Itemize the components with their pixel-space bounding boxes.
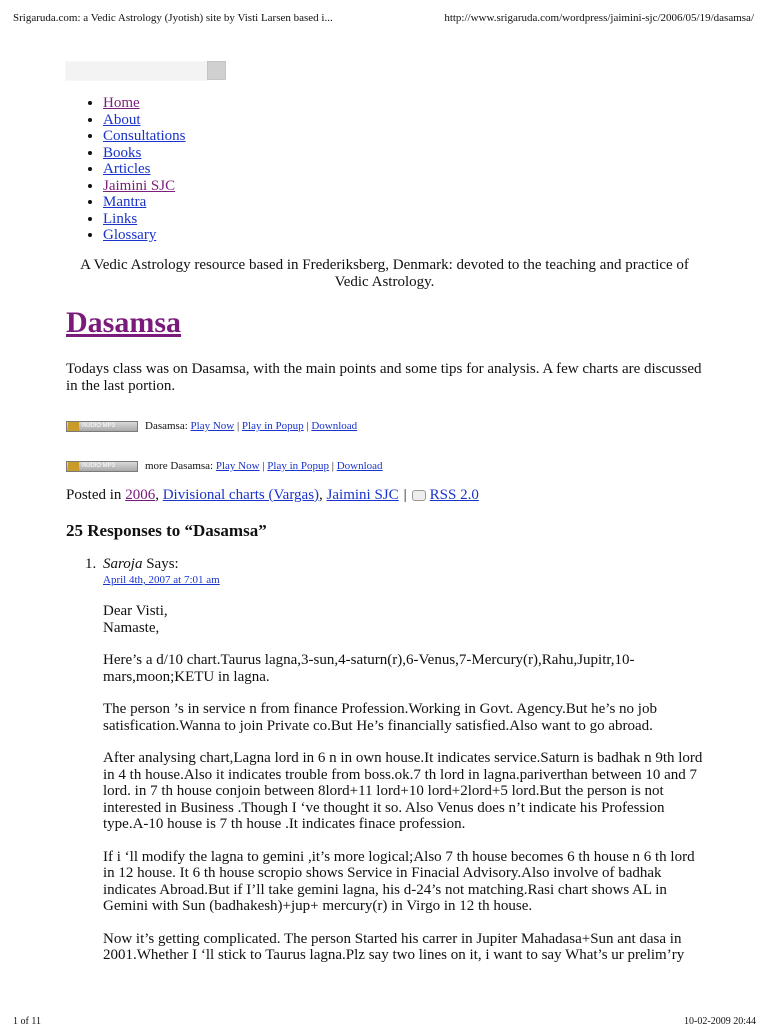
play-now-link[interactable]: Play Now xyxy=(190,420,235,432)
nav-link-jaimini-sjc[interactable]: Jaimini SJC xyxy=(103,177,176,194)
nav-link-glossary[interactable]: Glossary xyxy=(103,227,157,243)
comment-greeting: Dear Visti, xyxy=(103,603,168,619)
nav-link-books[interactable]: Books xyxy=(103,144,142,161)
rss-link[interactable]: RSS 2.0 xyxy=(429,487,479,503)
audio-label: Dasamsa: xyxy=(145,420,188,432)
post-meta: Posted in 2006 , Divisional charts (Vargas) , Jaimini SJC | RSS 2.0 xyxy=(66,487,479,503)
category-link-divisional-charts[interactable]: Divisional charts (Vargas) xyxy=(162,487,320,503)
nav-link-mantra[interactable]: Mantra xyxy=(103,194,147,210)
nav-item-consultations xyxy=(103,128,186,145)
audio-label: more Dasamsa: xyxy=(145,460,214,472)
comment-paragraph: Here’s a d/10 chart.Taurus lagna,3-sun,4-saturn(r),6-Venus,7-Mercury(r),Rahu,Jupitr,10-mars,moon;KETU in lagna. xyxy=(103,652,635,685)
nav-link-consultations[interactable]: Consultations xyxy=(103,128,186,144)
post-title xyxy=(66,306,181,340)
post-title-link[interactable]: Dasamsa xyxy=(66,306,182,339)
comment-salutation: Namaste, xyxy=(103,619,160,636)
audio-row: AUDIO MP3 Dasamsa: Play Now | Play in Popup | Download xyxy=(66,420,357,432)
nav-link-about[interactable]: About xyxy=(103,111,141,128)
audio-badge-label: AUDIO MP3 xyxy=(82,463,116,469)
comment-body xyxy=(103,603,703,980)
meta-separator: | xyxy=(403,487,407,503)
comment-paragraph: If i ‘ll modify the lagna to gemini ,it’s more logical;Also 7 th house becomes 6 th house n 6 th lord in 12 house. It 6 th house scropio shows Service in Finacial Advisory.Also involve of badhak indicates Abroad.But if I’ll take gemini lagna, his d-24’s not matching.Rasi chart shows AL in Gemini with Sun (badhakesh)+jup+ mercury(r) in Virgo in 12 th house. xyxy=(103,848,695,914)
nav-item-links xyxy=(103,211,186,228)
nav-item-mantra xyxy=(103,194,186,211)
nav-link-home[interactable]: Home xyxy=(103,95,140,111)
nav-link-links[interactable]: Links xyxy=(103,210,138,227)
search-input[interactable] xyxy=(65,61,209,81)
main-nav xyxy=(72,95,186,244)
print-footer-timestamp: 10-02-2009 20:44 xyxy=(684,1016,756,1027)
download-link[interactable]: Download xyxy=(311,420,358,432)
comment-paragraph: After analysing chart,Lagna lord in 6 n in own house.It indicates service.Saturn is badhak n 9th lord in 4 th house.Also it indicates trouble from boss.ok.7 th lord in lagna.pariverthan between 10 and 7 lord. in 7 th house conjoin between 8lord+11 lord+10 lord+2lord+5 lord.But the person is not interested in Business .Though I ‘ve thought it so. Also Venus does n’t indicate his Profession type.A-10 house is 7 th house .It indicates finace profession. xyxy=(103,750,703,832)
spacer xyxy=(103,636,703,652)
comment-number: 1. xyxy=(85,556,97,572)
download-link[interactable]: Download xyxy=(336,460,383,472)
nav-item-home xyxy=(103,95,186,112)
audio-badge-label: AUDIO MP3 xyxy=(82,423,116,429)
print-header-url: http://www.srigaruda.com/wordpress/jaimini-sjc/2006/05/19/dasamsa/ xyxy=(444,12,754,24)
print-header-title: Srigaruda.com: a Vedic Astrology (Jyotish) site by Visti Larsen based i... xyxy=(13,12,333,24)
play-in-popup-link[interactable]: Play in Popup xyxy=(267,460,330,472)
comment-author: Saroja xyxy=(103,556,143,572)
comment-author-line xyxy=(103,556,179,573)
nav-item-glossary xyxy=(103,227,186,244)
category-link-jaimini-sjc[interactable]: Jaimini SJC xyxy=(326,487,399,503)
nav-item-jaimini-sjc xyxy=(103,178,186,195)
nav-item-articles xyxy=(103,161,186,178)
post-intro: Todays class was on Dasamsa, with the main points and some tips for analysis. A few charts are discussed in the last portion. xyxy=(66,361,702,394)
print-footer-page: 1 of 11 xyxy=(13,1016,41,1027)
comment-says: Says: xyxy=(142,556,179,572)
audio-file-icon xyxy=(68,422,79,431)
comment-date xyxy=(103,574,220,586)
nav-item-books xyxy=(103,145,186,162)
nav-item-about xyxy=(103,112,186,129)
site-tagline: A Vedic Astrology resource based in Frederiksberg, Denmark: devoted to the teaching and practice of Vedic Astrology. xyxy=(80,257,689,290)
play-now-link[interactable]: Play Now xyxy=(215,460,260,472)
comment-permalink[interactable]: April 4th, 2007 at 7:01 am xyxy=(103,574,220,586)
posted-in-label: Posted in xyxy=(66,487,122,503)
responses-heading: 25 Responses to “Dasamsa” xyxy=(66,521,267,540)
category-link-2006[interactable]: 2006 xyxy=(125,487,156,503)
comment-paragraph xyxy=(103,603,703,636)
audio-row: AUDIO MP3 more Dasamsa: Play Now | Play in Popup | Download xyxy=(66,460,383,472)
audio-file-icon xyxy=(68,462,79,471)
comment-icon xyxy=(412,490,426,501)
comment-paragraph: Now it’s getting complicated. The person Started his carrer in Jupiter Mahadasa+Sun ant dasa in 2001.Whether I ‘ll stick to Taurus lagna.Plz say two lines on it, i want to say What’s ur prelim’ry xyxy=(103,930,685,963)
audio-mp3-badge[interactable] xyxy=(66,421,138,432)
nav-link-articles[interactable]: Articles xyxy=(103,161,151,177)
comment-paragraph: The person ’s in service n from finance Profession.Working in Govt. Agency.But he’s no job satisfication.Wanna to join Private co.But He’s financially satisfied.Also want to go abroad. xyxy=(103,701,657,734)
audio-mp3-badge[interactable] xyxy=(66,461,138,472)
search-button[interactable] xyxy=(207,61,226,80)
play-in-popup-link[interactable]: Play in Popup xyxy=(241,420,304,432)
